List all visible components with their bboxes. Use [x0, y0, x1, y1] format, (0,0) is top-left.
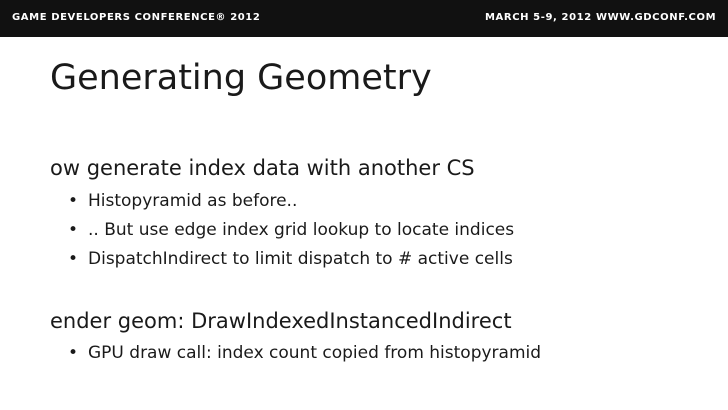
bullet-text: Histopyramid as before.. [88, 191, 298, 211]
bullet-text: .. But use edge index grid lookup to locate indices [88, 220, 515, 240]
bullet-item [68, 343, 542, 363]
slide-title: Generating Geometry [50, 58, 432, 98]
bullet-item [68, 220, 515, 240]
bullet-text: GPU draw call: index count copied from histopyramid [88, 343, 542, 363]
bullet-item [68, 191, 298, 211]
bullet-icon: • [68, 249, 79, 269]
bullet-text: DispatchIndirect to limit dispatch to # active cells [88, 249, 513, 269]
conference-name: GAME DEVELOPERS CONFERENCE® 2012 [12, 12, 261, 23]
section-line-2: ender geom: DrawIndexedInstancedIndirect [50, 309, 512, 333]
section-line-1: ow generate index data with another CS [50, 156, 475, 180]
bullet-icon: • [68, 343, 79, 363]
bullet-item [68, 249, 513, 269]
header-banner [0, 0, 728, 37]
bullet-icon: • [68, 191, 79, 211]
conference-website: WWW.GDCONF.COM [596, 12, 717, 23]
bullet-icon: • [68, 220, 79, 240]
conference-dates: MARCH 5-9, 2012 [485, 12, 592, 23]
